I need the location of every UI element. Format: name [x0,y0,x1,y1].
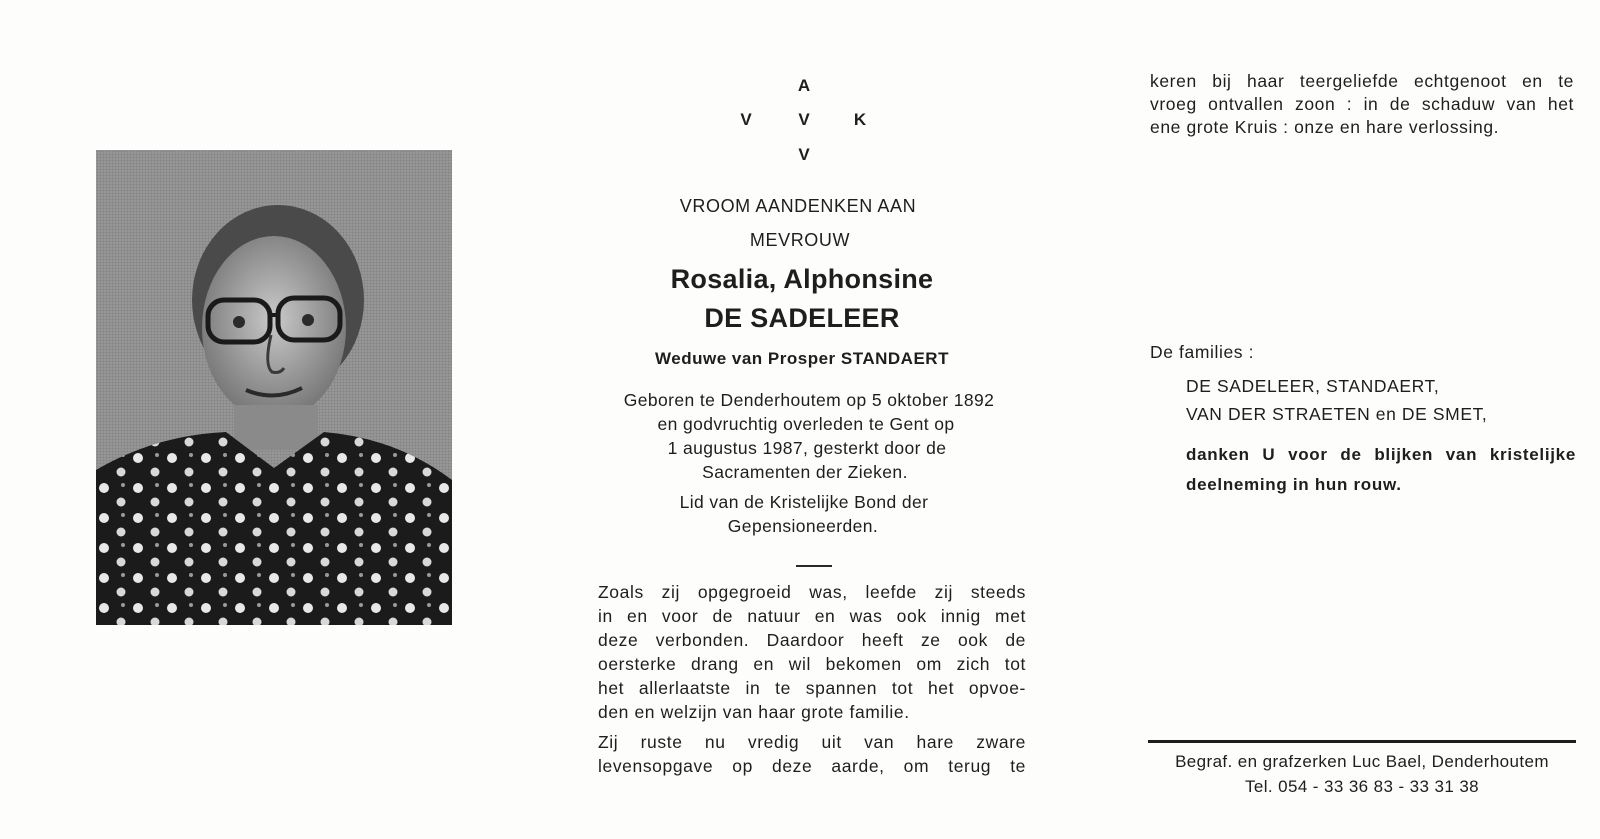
families-line-2: VAN DER STRAETEN en DE SMET, [1186,404,1488,424]
tribute-line: den en welzijn van haar grote familie. [598,702,910,722]
rest-line: levensopgave op deze aarde, om terug te [598,756,1026,776]
biography-line: en godvruchtig overleden te Gent op [657,414,955,434]
biography-line: Geboren te Denderhoutem op 5 oktober 1892 [623,390,995,410]
biography-line: Sacramenten der Zieken. [702,462,908,482]
cross-letter-left: V [740,110,752,129]
families-thanks [1186,440,1576,500]
families-label: De families : [1150,342,1255,362]
undertaker-line-2: Tel. 054 - 33 36 83 - 33 31 38 [1244,777,1480,796]
left-panel [0,0,540,839]
rest-line: Zij ruste nu vredig uit van hare zware [598,732,1026,752]
tribute-paragraph [598,580,1026,724]
intro-line-2: MEVROUW [749,230,851,250]
undertaker-line-1: Begraf. en grafzerken Luc Bael, Denderhoutem [1175,752,1549,771]
widow-of: Weduwe van Prosper STANDAERT [655,349,949,368]
membership-line: Lid van de Kristelijke Bond der [679,492,929,512]
footer-rule [1148,740,1576,743]
cross-letter-top: A [797,76,811,95]
biography [540,388,1080,484]
rest-continued-line: keren bij haar teergeliefde echtgenoot en te [1150,71,1574,91]
thanks-line: deelneming in hun rouw. [1186,475,1402,494]
biography-line: 1 augustus 1987, gesterkt door de [667,438,947,458]
deceased-surname: DE SADELEER [704,303,900,333]
rest-continued-line: vroeg ontvallen zoon : in de schaduw van het [1150,94,1574,114]
membership-line: Gepensioneerden. [727,516,879,536]
portrait-photo [96,150,452,625]
right-panel [1080,0,1600,839]
rest-paragraph [598,730,1026,778]
cross-letter-right: K [853,110,867,129]
membership [540,490,1080,538]
tribute-line: Zoals zij opgegroeid was, leefde zij steeds [598,582,1026,602]
tribute-line: deze verbonden. Daardoor heeft ze ook de [598,630,1026,650]
families-line-1: DE SADELEER, STANDAERT, [1186,376,1440,396]
cross-letter-center: V [798,110,810,129]
tribute-line: in en voor de natuur en was ook innig met [598,606,1026,626]
middle-panel [540,0,1080,839]
section-divider [796,565,832,567]
portrait-illustration [96,150,452,625]
rest-continued-paragraph [1150,70,1574,139]
intro-line-1: VROOM AANDENKEN AAN [679,196,917,216]
tribute-line: oersterke drang en wil bekomen om zich tot [598,654,1026,674]
deceased-first-names: Rosalia, Alphonsine [670,264,934,294]
thanks-line: danken U voor de blijken van kristelijke [1186,445,1576,464]
cross-letter-bottom: V [798,145,810,164]
tribute-line: het allerlaatste in te spannen tot het opvoe- [598,678,1026,698]
rest-continued-line: ene grote Kruis : onze en hare verlossing. [1150,117,1500,137]
